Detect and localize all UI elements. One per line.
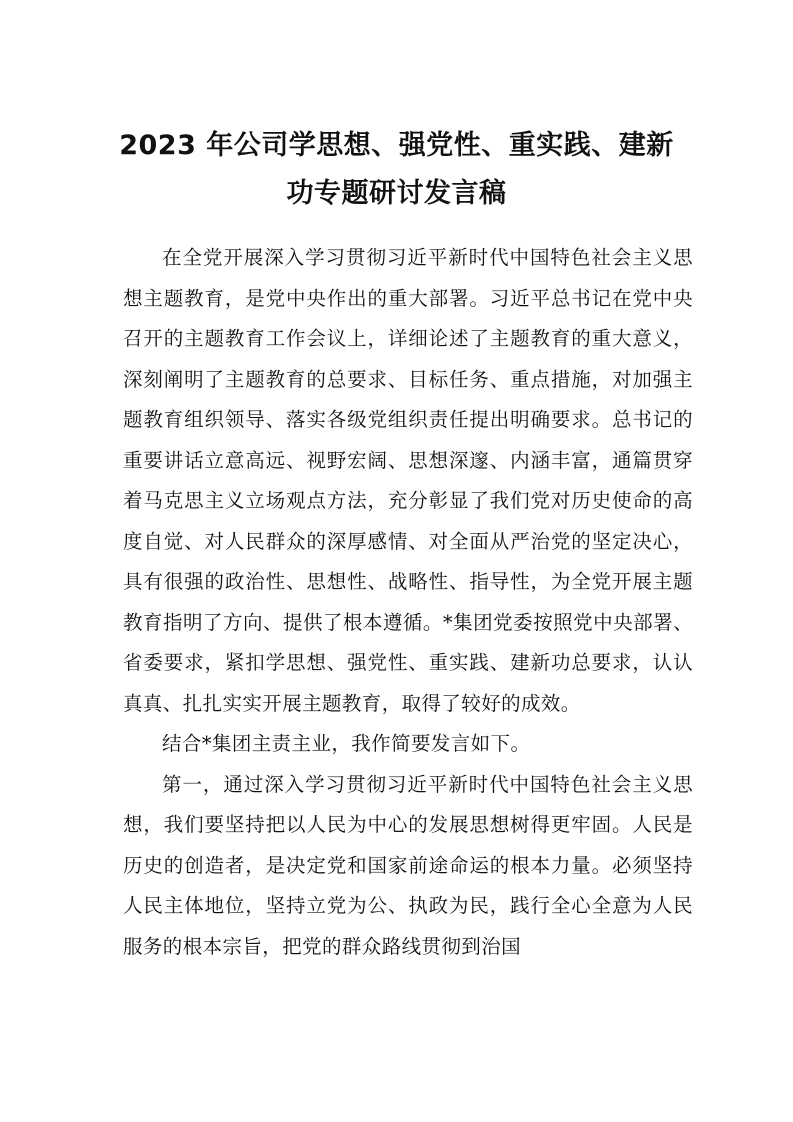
paragraph-transition: 结合*集团主责主业，我作简要发言如下。 — [162, 732, 531, 755]
document-title-line-1: 2023 年公司学思想、强党性、重实践、建新 — [119, 130, 674, 161]
document-title-line-2: 功专题研讨发言稿 — [286, 178, 507, 209]
paragraph-first-point: 第一，通过深入学习贯彻习近平新时代中国特色社会主义思想，我们要坚持把以人民为中心的发展思想树得更牢固。人民是历史的创造者，是决定党和国家前途命运的根本力量。必须坚持人民主体地位，坚持立党为公、执政为民，践行全心全意为人民服务的根本宗旨，把党的群众路线贯彻到治国 — [123, 772, 693, 958]
document-body — [123, 238, 693, 967]
paragraph-intro: 在全党开展深入学习贯彻习近平新时代中国特色社会主义思想主题教育，是党中央作出的重大部署。习近平总书记在党中央召开的主题教育工作会议上，详细论述了主题教育的重大意义，深刻阐明了主题教育的总要求、目标任务、重点措施，对加强主题教育组织领导、落实各级党组织责任提出明确要求。总书记的重要讲话立意高远、视野宏阔、思想深邃、内涵丰富，通篇贯穿着马克思主义立场观点方法，充分彰显了我们党对历史使命的高度自觉、对人民群众的深厚感情、对全面从严治党的坚定决心，具有很强的政治性、思想性、战略性、指导性，为全党开展主题教育指明了方向、提供了根本遵循。*集团党委按照党中央部署、省委要求，紧扣学思想、强党性、重实践、建新功总要求，认认真真、扎扎实实开展主题教育，取得了较好的成效。 — [123, 246, 693, 715]
